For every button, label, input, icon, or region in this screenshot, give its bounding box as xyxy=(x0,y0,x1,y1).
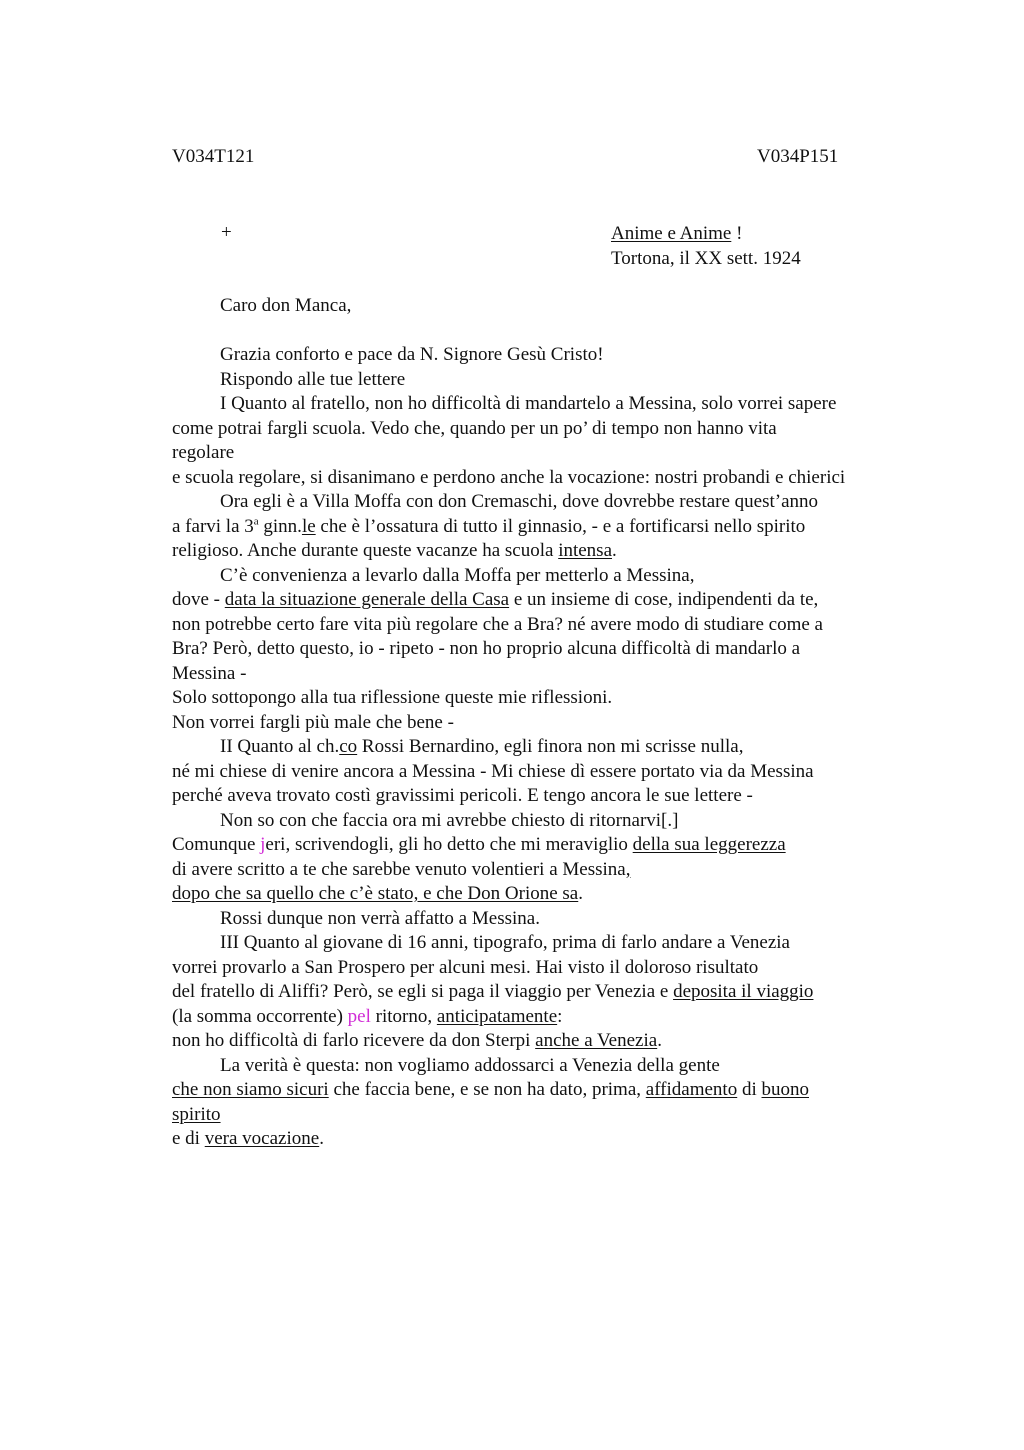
underlined-text: spirito xyxy=(172,1103,221,1125)
text-line: Non vorrei fargli più male che bene - xyxy=(172,711,454,733)
underlined-text: anche a Venezia xyxy=(535,1030,658,1051)
text-span: e un insieme di cose, indipendenti da te, xyxy=(509,589,819,610)
emended-text: j xyxy=(260,834,266,855)
text-line xyxy=(172,833,912,858)
text-span: II Quanto al ch. xyxy=(220,736,340,757)
text-line: Solo sottopongo alla tua riflessione queste mie riflessioni. xyxy=(172,687,613,708)
text-line: Non so con che faccia ora mi avrebbe chiesto di ritornarvi[.] xyxy=(220,809,679,831)
text-line: regolare xyxy=(172,442,235,463)
text-span: Rossi Bernardino, egli finora non mi scrisse nulla, xyxy=(357,736,744,757)
superscript: a xyxy=(253,515,259,528)
text-line xyxy=(172,1078,912,1103)
text-line: I Quanto al fratello, non ho difficoltà di mandartelo a Messina, solo vorrei sapere xyxy=(220,393,837,414)
text-line: C’è convenienza a levarlo dalla Moffa per metterlo a Messina, xyxy=(220,564,695,586)
place-date: Tortona, il XX sett. 1924 xyxy=(611,247,801,269)
letter-body xyxy=(172,294,912,1152)
text-line xyxy=(172,539,912,564)
text-span: : xyxy=(557,1005,563,1027)
cross-symbol: + xyxy=(221,222,232,243)
text-span: ritorno, xyxy=(370,1005,437,1027)
text-span: (la somma occorrente) xyxy=(172,1005,348,1027)
text-line: non potrebbe certo fare vita più regolare che a Bra? né avere modo di studiare come a xyxy=(172,613,823,635)
letter-heading xyxy=(611,222,801,271)
underlined-text: che non siamo sicuri xyxy=(172,1079,329,1100)
text-line xyxy=(172,882,912,907)
text-line: La verità è questa: non vogliamo addossarci a Venezia della gente xyxy=(220,1054,720,1076)
intro-line: Rispondo alle tue lettere xyxy=(220,368,406,390)
text-line: Rossi dunque non verrà affatto a Messina. xyxy=(220,907,540,929)
text-line xyxy=(172,1127,912,1152)
text-line xyxy=(172,980,912,1005)
document-code-left: V034T121 xyxy=(172,146,255,167)
emended-text: pel xyxy=(347,1005,371,1027)
text-span: di avere scritto a te che sarebbe venuto volentieri a Messina xyxy=(172,858,626,880)
text-span: del fratello di Aliffi? Però, se egli si paga il viaggio per Venezia e xyxy=(172,981,674,1002)
text-span: e di xyxy=(172,1128,205,1149)
text-line xyxy=(172,1005,912,1030)
text-span: di xyxy=(737,1079,762,1100)
underlined-text: intensa xyxy=(558,540,613,561)
underlined-text: , xyxy=(625,858,631,880)
text-line: né mi chiese di venire ancora a Messina - Mi chiese dì essere portato via da Messina xyxy=(172,760,814,782)
text-line xyxy=(172,515,912,540)
text-span: a farvi la 3 xyxy=(172,515,254,537)
text-line: e scuola regolare, si disanimano e perdono anche la vocazione: nostri probandi e chierici xyxy=(172,466,846,488)
underlined-text: dopo che sa quello che c’è stato, e che Don Orione sa xyxy=(172,883,579,904)
greeting: Grazia conforto e pace da N. Signore Gesù Cristo! xyxy=(220,344,604,365)
text-span: religioso. Anche durante queste vacanze ha scuola xyxy=(172,540,559,561)
text-line: come potrai fargli scuola. Vedo che, quando per un po’ di tempo non hanno vita xyxy=(172,417,777,439)
text-span: che è l’ossatura di tutto il ginnasio, - e a fortificarsi nello spirito xyxy=(315,515,806,537)
text-line xyxy=(172,1029,912,1054)
text-span: che faccia bene, e se non ha dato, prima, xyxy=(328,1079,646,1100)
underlined-text: buono xyxy=(761,1079,809,1100)
motto-text: Anime e Anime xyxy=(611,223,732,244)
text-line: Bra? Però, detto questo, io - ripeto - non ho proprio alcuna difficoltà di mandarlo a xyxy=(172,638,801,659)
salutation: Caro don Manca, xyxy=(220,295,352,316)
text-span: ginn. xyxy=(258,515,302,537)
underlined-text: data la situazione generale della Casa xyxy=(224,589,510,610)
text-span: eri, scrivendogli, gli ho detto che mi meraviglio xyxy=(265,834,633,855)
text-line: perché aveva trovato costì gravissimi pericoli. E tengo ancora le sue lettere - xyxy=(172,785,753,806)
text-span: . xyxy=(319,1128,324,1149)
text-line: vorrei provarlo a San Prospero per alcuni mesi. Hai visto il doloroso risultato xyxy=(172,956,759,978)
underlined-text: vera vocazione xyxy=(204,1128,320,1149)
text-span: . xyxy=(657,1030,662,1051)
underlined-text: co xyxy=(339,736,358,757)
text-line: Messina - xyxy=(172,662,247,684)
heading-motto xyxy=(611,222,801,247)
text-line xyxy=(172,1103,912,1128)
text-line: Ora egli è a Villa Moffa con don Cremaschi, dove dovrebbe restare quest’anno xyxy=(220,491,819,512)
text-line xyxy=(172,588,912,613)
underlined-text: le xyxy=(301,515,316,537)
text-line xyxy=(172,858,912,883)
text-span: . xyxy=(612,540,617,561)
spacer xyxy=(172,319,912,344)
motto-suffix: ! xyxy=(731,223,743,244)
underlined-text: deposita il viaggio xyxy=(673,981,814,1002)
text-span: dove - xyxy=(172,589,225,610)
text-line: III Quanto al giovane di 16 anni, tipografo, prima di farlo andare a Venezia xyxy=(220,932,790,953)
underlined-text: della sua leggerezza xyxy=(632,834,786,855)
underlined-text: anticipatamente xyxy=(436,1005,558,1027)
text-line xyxy=(172,735,912,760)
text-span: . xyxy=(578,883,583,904)
text-span: Comunque xyxy=(172,834,261,855)
underlined-text: affidamento xyxy=(645,1079,738,1100)
text-span: non ho difficoltà di farlo ricevere da don Sterpi xyxy=(172,1030,536,1051)
document-code-right: V034P151 xyxy=(757,146,839,167)
